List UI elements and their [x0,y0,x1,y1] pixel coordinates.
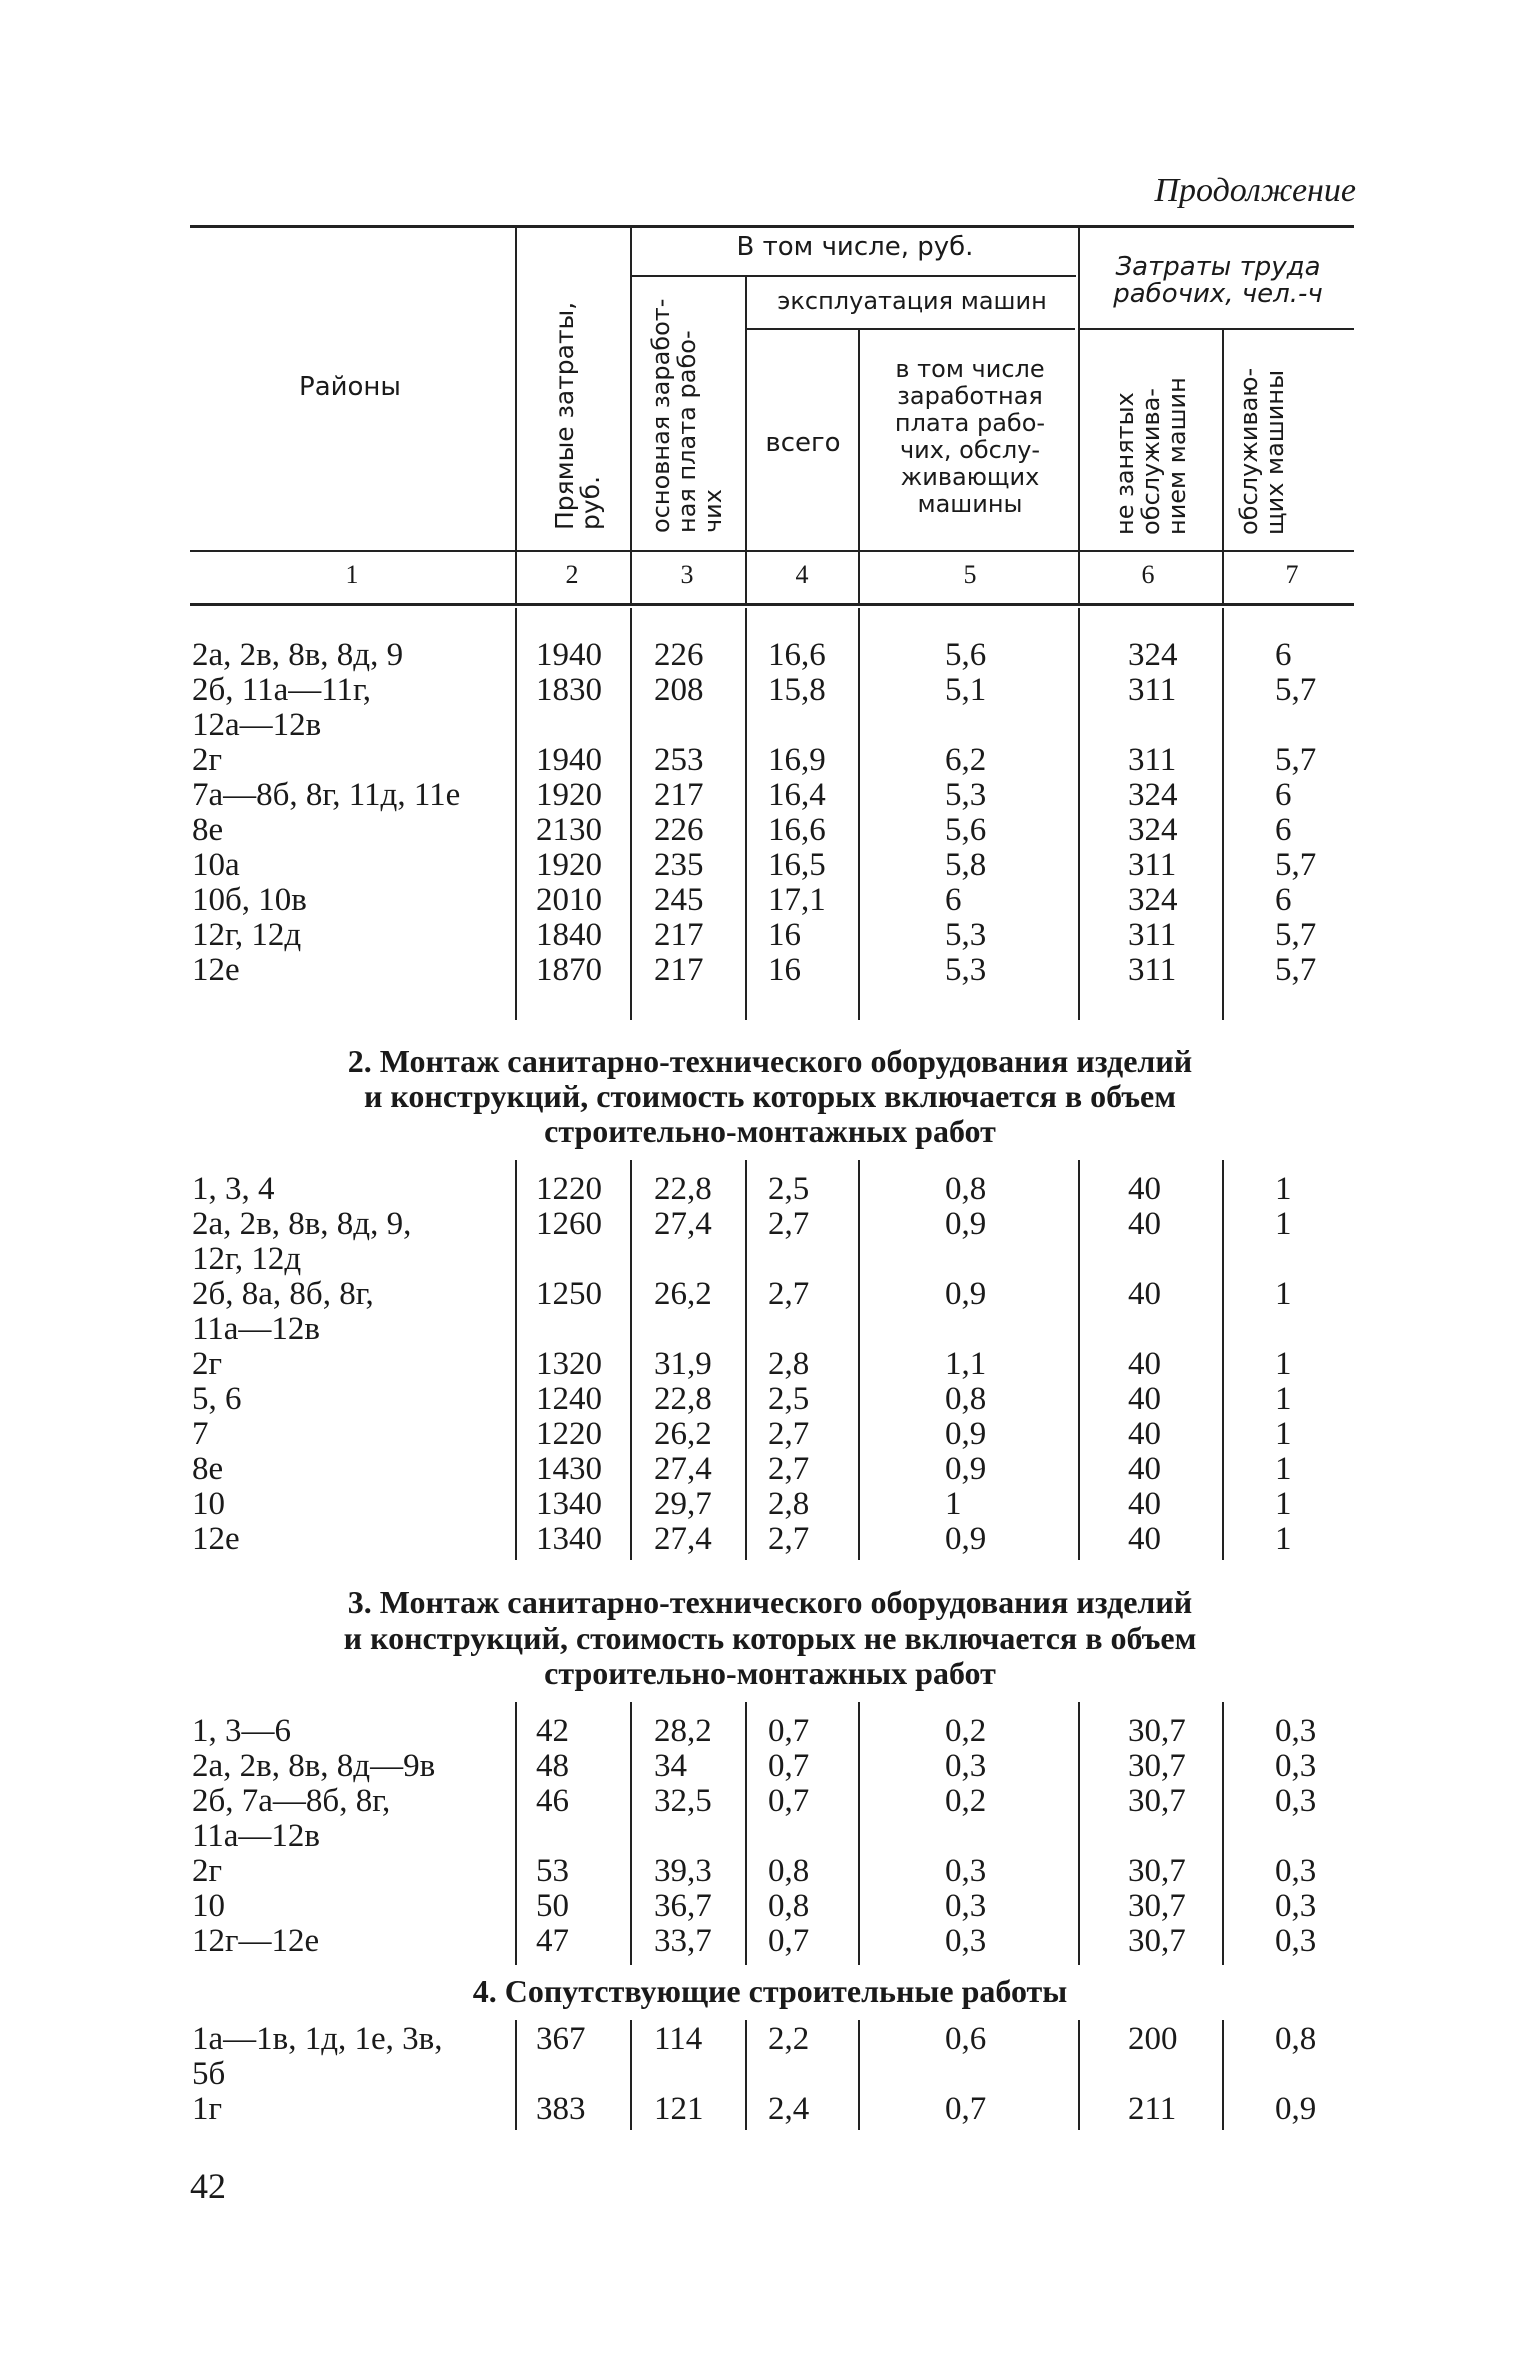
table-cell: 5,8 [945,847,987,883]
table-cell: 16,4 [768,777,826,813]
table-cell: 311 [1128,952,1177,988]
table-cell: 30,7 [1128,1923,1186,1959]
table-row [0,1452,1536,1487]
table-cell: 10б, 10в [192,882,307,918]
header-labor: Затраты труда рабочих, чел.-ч [1113,252,1323,309]
hdr-vline-2 [630,228,632,603]
table-cell: 12г, 12д [192,917,302,953]
hdr-vline-1 [515,228,517,603]
hdr-vline-6 [1222,330,1224,603]
table-cell: 0,9 [945,1451,987,1487]
table-cell: 1а—1в, 1д, 1е, 3в, [192,2021,443,2057]
table-cell: 0,3 [945,1923,987,1959]
colnum-1: 1 [345,560,359,589]
table-cell: 53 [536,1853,569,1889]
table-row [0,1242,1536,1277]
table-cell: 217 [654,777,704,813]
table-cell: 30,7 [1128,1888,1186,1924]
table-cell: 1340 [536,1521,602,1557]
table-cell: 2,7 [768,1451,810,1487]
table-cell: 0,7 [768,1783,810,1819]
table-cell: 12е [192,952,240,988]
table-cell: 2,8 [768,1346,810,1382]
table-cell: 0,9 [945,1206,987,1242]
colnum-5: 5 [963,560,977,589]
table-cell: 1840 [536,917,602,953]
table-cell: 1940 [536,637,602,673]
table-cell: 32,5 [654,1783,712,1819]
numbers-bottom-rule [190,603,1354,606]
table-cell: 2,5 [768,1171,810,1207]
table-row [0,1749,1536,1784]
table-cell: 40 [1128,1171,1161,1207]
table-cell: 1 [1275,1416,1292,1452]
table-cell: 22,8 [654,1381,712,1417]
table-cell: 30,7 [1128,1713,1186,1749]
section4-title: 4. Сопутствующие строительные работы [472,1973,1068,2009]
table-cell: 311 [1128,672,1177,708]
table-cell: 324 [1128,637,1178,673]
table-cell: 0,8 [768,1853,810,1889]
table-cell: 121 [654,2091,704,2127]
section3-title-2: и конструкций, стоимость которых не включается в объем [343,1620,1197,1656]
table-top-rule [190,225,1354,228]
table-cell: 5,7 [1275,672,1317,708]
table-cell: 5б [192,2056,226,2092]
table-cell: 1250 [536,1276,602,1312]
table-cell: 31,9 [654,1346,712,1382]
table-cell: 2г [192,1346,223,1382]
table-row [0,1417,1536,1452]
table-cell: 1, 3, 4 [192,1171,275,1207]
table-cell: 47 [536,1923,569,1959]
table-cell: 367 [536,2021,586,2057]
table-cell: 2б, 8а, 8б, 8г, [192,1276,374,1312]
table-cell: 0,3 [1275,1888,1317,1924]
table-cell: 28,2 [654,1713,712,1749]
table-cell: 0,3 [1275,1783,1317,1819]
table-cell: 0,8 [768,1888,810,1924]
table-cell: 1340 [536,1486,602,1522]
table-cell: 40 [1128,1381,1161,1417]
table-cell: 6 [1275,882,1292,918]
colnum-3: 3 [680,560,694,589]
hdr-vline-3 [745,277,747,603]
table-row [0,1277,1536,1312]
table-cell: 235 [654,847,704,883]
header-not-serving: не занятых обслужива- нием машин [1111,377,1191,535]
table-cell: 29,7 [654,1486,712,1522]
header-bottom-rule [190,550,1354,552]
table-row [0,2092,1536,2127]
table-row [0,1172,1536,1207]
table-cell: 1430 [536,1451,602,1487]
table-cell: 40 [1128,1206,1161,1242]
table-cell: 0,2 [945,1783,987,1819]
header-serving: обслуживаю- щих машины [1235,367,1289,535]
table-cell: 5,1 [945,672,987,708]
table-row [0,1382,1536,1417]
table-cell: 1 [1275,1381,1292,1417]
table-cell: 50 [536,1888,569,1924]
table-cell: 0,7 [945,2091,987,2127]
table-row [0,638,1536,673]
table-cell: 30,7 [1128,1748,1186,1784]
table-row [0,953,1536,988]
table-row [0,1522,1536,1557]
table-cell: 2а, 2в, 8в, 8д—9в [192,1748,436,1784]
table-cell: 2г [192,1853,223,1889]
table-cell: 0,9 [945,1276,987,1312]
table-cell: 5,6 [945,812,987,848]
table-cell: 6 [1275,777,1292,813]
table-cell: 1 [1275,1486,1292,1522]
table-cell: 2,8 [768,1486,810,1522]
table-cell: 48 [536,1748,569,1784]
table-cell: 1 [1275,1346,1292,1382]
header-districts: Районы [299,372,401,402]
colnum-7: 7 [1285,560,1299,589]
table-cell: 8е [192,1451,224,1487]
section3-title-1: 3. Монтаж санитарно-технического оборудования изделий [347,1584,1193,1620]
table-row [0,1889,1536,1924]
colnum-2: 2 [565,560,579,589]
table-cell: 2,7 [768,1206,810,1242]
table-row [0,2057,1536,2092]
table-cell: 5,6 [945,637,987,673]
table-cell: 27,4 [654,1521,712,1557]
table-cell: 16 [768,952,801,988]
table-cell: 5,3 [945,777,987,813]
table-row [0,1924,1536,1959]
table-cell: 245 [654,882,704,918]
table-cell: 324 [1128,882,1178,918]
table-cell: 46 [536,1783,569,1819]
table-row [0,1784,1536,1819]
table-cell: 2,7 [768,1276,810,1312]
sub-rule-labor [1080,328,1354,330]
table-cell: 40 [1128,1521,1161,1557]
table-cell: 0,2 [945,1713,987,1749]
table-cell: 16,9 [768,742,826,778]
table-cell: 1г [192,2091,223,2127]
table-cell: 27,4 [654,1451,712,1487]
table-cell: 5,3 [945,917,987,953]
header-machine-wage: в том числе заработная плата рабо-чих, обслу-живающих машины [894,355,1046,518]
table-cell: 0,3 [1275,1713,1317,1749]
colnum-4: 4 [795,560,809,589]
table-cell: 0,9 [1275,2091,1317,2127]
table-row [0,848,1536,883]
table-row [0,778,1536,813]
sub-rule-mach [745,328,1075,330]
table-cell: 16,5 [768,847,826,883]
table-cell: 2130 [536,812,602,848]
table-cell: 8е [192,812,224,848]
table-row [0,673,1536,708]
table-cell: 0,9 [945,1521,987,1557]
table-cell: 1240 [536,1381,602,1417]
header-direct-costs: Прямые затраты, руб. [550,301,605,530]
table-row [0,1487,1536,1522]
table-row [0,1207,1536,1242]
table-cell: 1830 [536,672,602,708]
table-cell: 2г [192,742,223,778]
table-cell: 226 [654,637,704,673]
table-row [0,1347,1536,1382]
table-cell: 2б, 7а—8б, 8г, [192,1783,391,1819]
section2-title-1: 2. Монтаж санитарно-технического оборудования изделий [347,1043,1193,1079]
table-cell: 16,6 [768,812,826,848]
table-cell: 0,3 [945,1853,987,1889]
table-cell: 40 [1128,1416,1161,1452]
table-cell: 6 [945,882,962,918]
table-cell: 0,3 [945,1888,987,1924]
table-cell: 6,2 [945,742,987,778]
table-cell: 40 [1128,1451,1161,1487]
table-cell: 324 [1128,777,1178,813]
table-cell: 208 [654,672,704,708]
table-cell: 0,7 [768,1713,810,1749]
table-row [0,708,1536,743]
table-cell: 2,7 [768,1416,810,1452]
table-cell: 311 [1128,742,1177,778]
table-cell: 114 [654,2021,703,2057]
table-cell: 10 [192,1486,225,1522]
table-row [0,2022,1536,2057]
table-cell: 217 [654,952,704,988]
table-cell: 34 [654,1748,687,1784]
table-cell: 30,7 [1128,1853,1186,1889]
table-cell: 211 [1128,2091,1177,2127]
table-row [0,1819,1536,1854]
table-cell: 6 [1275,812,1292,848]
table-cell: 1940 [536,742,602,778]
table-cell: 36,7 [654,1888,712,1924]
table-cell: 16 [768,917,801,953]
table-cell: 0,8 [945,1171,987,1207]
table-cell: 6 [1275,637,1292,673]
table-cell: 2а, 2в, 8в, 8д, 9, [192,1206,412,1242]
table-cell: 0,3 [1275,1748,1317,1784]
table-cell: 1 [945,1486,962,1522]
table-cell: 1870 [536,952,602,988]
table-cell: 1 [1275,1521,1292,1557]
table-cell: 5,3 [945,952,987,988]
table-cell: 0,8 [1275,2021,1317,2057]
table-cell: 2,5 [768,1381,810,1417]
table-cell: 10 [192,1888,225,1924]
header-base-wage: основная заработ- ная плата рабо- чих [647,298,727,533]
table-cell: 40 [1128,1346,1161,1382]
table-cell: 253 [654,742,704,778]
table-cell: 1,1 [945,1346,987,1382]
table-cell: 324 [1128,812,1178,848]
table-cell: 0,3 [945,1748,987,1784]
table-cell: 12а—12в [192,707,322,743]
hdr-vline-5 [1078,228,1080,603]
table-cell: 42 [536,1713,569,1749]
table-cell: 5,7 [1275,742,1317,778]
table-cell: 22,8 [654,1171,712,1207]
table-cell: 7 [192,1416,209,1452]
table-cell: 12г, 12д [192,1241,302,1277]
table-cell: 5,7 [1275,917,1317,953]
table-cell: 15,8 [768,672,826,708]
table-cell: 10а [192,847,240,883]
continuation-label: Продолжение [1154,172,1356,209]
table-cell: 2б, 11а—11г, [192,672,372,708]
table-cell: 217 [654,917,704,953]
header-incl: В том числе, руб. [736,232,974,262]
table-cell: 2,7 [768,1521,810,1557]
header-total: всего [765,428,841,458]
table-cell: 40 [1128,1486,1161,1522]
table-cell: 311 [1128,847,1177,883]
table-cell: 7а—8б, 8г, 11д, 11е [192,777,461,813]
table-cell: 0,3 [1275,1923,1317,1959]
colnum-6: 6 [1141,560,1155,589]
table-cell: 2,2 [768,2021,810,2057]
sub-rule-incl [630,275,1076,277]
table-cell: 0,6 [945,2021,987,2057]
table-cell: 16,6 [768,637,826,673]
table-cell: 27,4 [654,1206,712,1242]
table-cell: 11а—12в [192,1818,321,1854]
table-cell: 1220 [536,1171,602,1207]
table-cell: 5,7 [1275,952,1317,988]
table-row [0,918,1536,953]
table-cell: 1320 [536,1346,602,1382]
hdr-vline-4 [858,330,860,603]
table-row [0,1312,1536,1347]
table-cell: 12е [192,1521,240,1557]
table-cell: 0,7 [768,1748,810,1784]
table-cell: 1 [1275,1451,1292,1487]
table-cell: 33,7 [654,1923,712,1959]
table-cell: 26,2 [654,1276,712,1312]
table-cell: 1 [1275,1171,1292,1207]
table-cell: 0,9 [945,1416,987,1452]
table-cell: 0,8 [945,1381,987,1417]
page-number: 42 [190,2166,226,2206]
table-cell: 1220 [536,1416,602,1452]
table-cell: 26,2 [654,1416,712,1452]
table-cell: 30,7 [1128,1783,1186,1819]
table-row [0,883,1536,918]
table-cell: 0,3 [1275,1853,1317,1889]
table-cell: 39,3 [654,1853,712,1889]
table-cell: 1920 [536,777,602,813]
table-cell: 226 [654,812,704,848]
table-row [0,1714,1536,1749]
table-row [0,1854,1536,1889]
table-cell: 383 [536,2091,586,2127]
table-cell: 5,7 [1275,847,1317,883]
table-cell: 0,7 [768,1923,810,1959]
table-cell: 1, 3—6 [192,1713,291,1749]
table-cell: 11а—12в [192,1311,321,1347]
table-cell: 311 [1128,917,1177,953]
section2-title-2: и конструкций, стоимость которых включается в объем [363,1078,1177,1114]
table-cell: 1920 [536,847,602,883]
table-cell: 40 [1128,1276,1161,1312]
section2-title-3: строительно-монтажных работ [544,1113,996,1149]
table-row [0,813,1536,848]
table-row [0,743,1536,778]
table-cell: 1 [1275,1206,1292,1242]
table-cell: 1260 [536,1206,602,1242]
table-cell: 5, 6 [192,1381,242,1417]
table-cell: 2010 [536,882,602,918]
table-cell: 12г—12е [192,1923,320,1959]
table-cell: 1 [1275,1276,1292,1312]
section3-title-3: строительно-монтажных работ [544,1655,996,1691]
table-cell: 2а, 2в, 8в, 8д, 9 [192,637,404,673]
table-cell: 17,1 [768,882,826,918]
table-cell: 2,4 [768,2091,810,2127]
header-machine-operation: эксплуатация машин [777,287,1047,315]
table-cell: 200 [1128,2021,1178,2057]
